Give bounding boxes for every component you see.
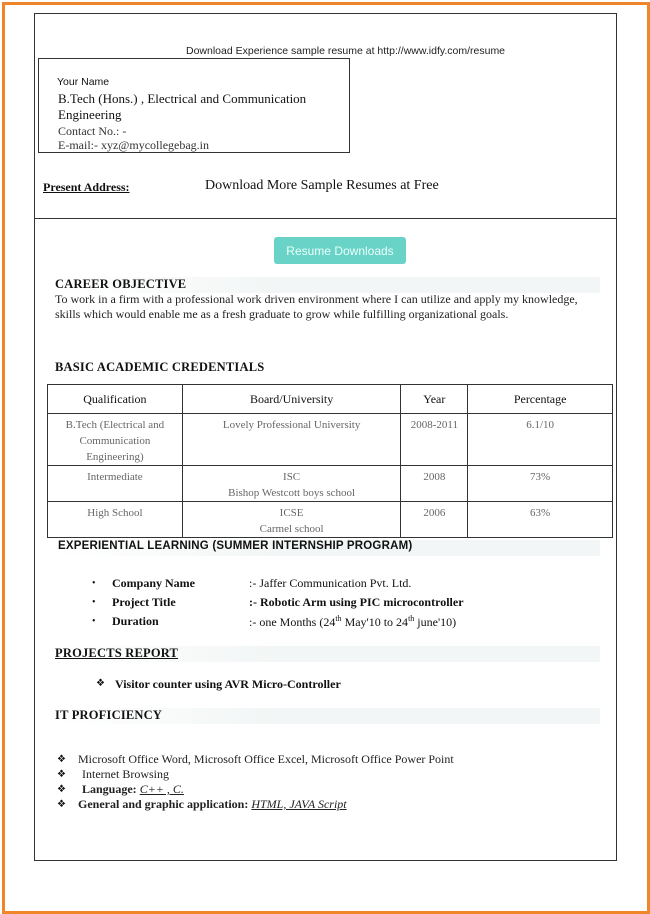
duration-value	[249, 614, 456, 630]
qualification-cell: B.Tech (Electrical and Communication Engineering)	[48, 414, 183, 466]
column-header: Qualification	[48, 385, 183, 414]
email: E-mail:- xyz@mycollegebag.in	[58, 138, 210, 152]
diamond-bullet-icon: ❖	[57, 799, 66, 810]
diamond-bullet-icon: ❖	[57, 754, 66, 765]
diamond-bullet-icon: ❖	[57, 769, 66, 780]
download-line[interactable]: Download Experience sample resume at http://www.idfy.com/resume	[186, 45, 506, 57]
it-proficiency-heading: IT PROFICIENCY	[55, 708, 163, 722]
percentage-cell: 6.1/10	[468, 414, 613, 466]
ordinal-suffix: th	[335, 614, 342, 623]
board-cell	[182, 502, 401, 538]
bullet-icon: •	[92, 616, 96, 627]
duration-mid: May'10 to 24	[341, 615, 409, 629]
general-value: HTML, JAVA Script	[251, 797, 347, 811]
it-item-internet: Internet Browsing	[82, 767, 169, 781]
column-header: Year	[401, 385, 468, 414]
project-title-value: :- Robotic Arm using PIC microcontroller	[249, 595, 464, 609]
it-item-general	[78, 797, 347, 812]
your-name: Your Name	[57, 76, 110, 88]
ordinal-suffix: th	[408, 614, 415, 623]
table-row	[48, 414, 613, 466]
column-header: Percentage	[468, 385, 613, 414]
company-name-value: :- Jaffer Communication Pvt. Ltd.	[249, 576, 412, 590]
percentage-cell: 63%	[468, 502, 613, 538]
it-item-language	[82, 782, 184, 797]
academic-heading-text: BASIC ACADEMIC CREDENTIALS	[55, 360, 265, 374]
school-name: Carmel school	[259, 523, 324, 535]
download-more-text[interactable]: Download More Sample Resumes at Free	[205, 178, 439, 193]
present-address-label: Present Address:	[43, 180, 130, 194]
board-cell: Lovely Professional University	[182, 414, 401, 466]
duration-suffix: june'10)	[414, 615, 457, 629]
duration-prefix: :- one Months (24	[249, 615, 336, 629]
table-header-row	[48, 385, 613, 414]
table-row	[48, 502, 613, 538]
academic-heading	[55, 360, 264, 375]
general-label: General and graphic application:	[78, 797, 249, 811]
language-label: Language:	[82, 782, 137, 796]
projects-heading: PROJECTS REPORT	[55, 646, 179, 660]
qualification-cell: Intermediate	[48, 466, 183, 502]
qualification-cell: High School	[48, 502, 183, 538]
school-name: Bishop Westcott boys school	[228, 487, 356, 499]
diamond-bullet-icon: ❖	[57, 784, 66, 795]
resume-downloads-button[interactable]: Resume Downloads	[274, 237, 406, 264]
academic-table	[47, 384, 613, 538]
bullet-icon: •	[92, 597, 96, 608]
internship-heading: EXPERIENTIAL LEARNING (SUMMER INTERNSHIP PROGRAM)	[58, 540, 413, 552]
it-item-office: Microsoft Office Word, Microsoft Office Excel, Microsoft Office Power Point	[78, 752, 454, 766]
year-cell: 2006	[401, 502, 468, 538]
project-item: Visitor counter using AVR Micro-Controller	[115, 677, 341, 691]
bullet-icon: •	[92, 578, 96, 589]
year-cell: 2008	[401, 466, 468, 502]
board-cell	[182, 466, 401, 502]
board-name: ISC	[283, 471, 301, 483]
divider	[34, 218, 617, 219]
board-name: ICSE	[279, 507, 304, 519]
diamond-bullet-icon: ❖	[96, 678, 105, 689]
contact-number: Contact No.: -	[58, 124, 127, 138]
language-value: C++ , C.	[139, 782, 184, 796]
career-objective-text: To work in a firm with a professional work driven environment where I can utilize and apply my knowledge, skills which would enable me as a fresh graduate to grow while fulfilling organizational goals.	[55, 292, 578, 321]
degree: B.Tech (Hons.) , Electrical and Communication Engineering	[58, 91, 307, 122]
year-cell: 2008-2011	[401, 414, 468, 466]
column-header: Board/University	[182, 385, 401, 414]
project-title-label: Project Title	[112, 595, 176, 609]
duration-label: Duration	[112, 614, 159, 628]
career-objective-heading: CAREER OBJECTIVE	[55, 277, 187, 291]
percentage-cell: 73%	[468, 466, 613, 502]
table-row	[48, 466, 613, 502]
company-name-label: Company Name	[112, 576, 195, 590]
